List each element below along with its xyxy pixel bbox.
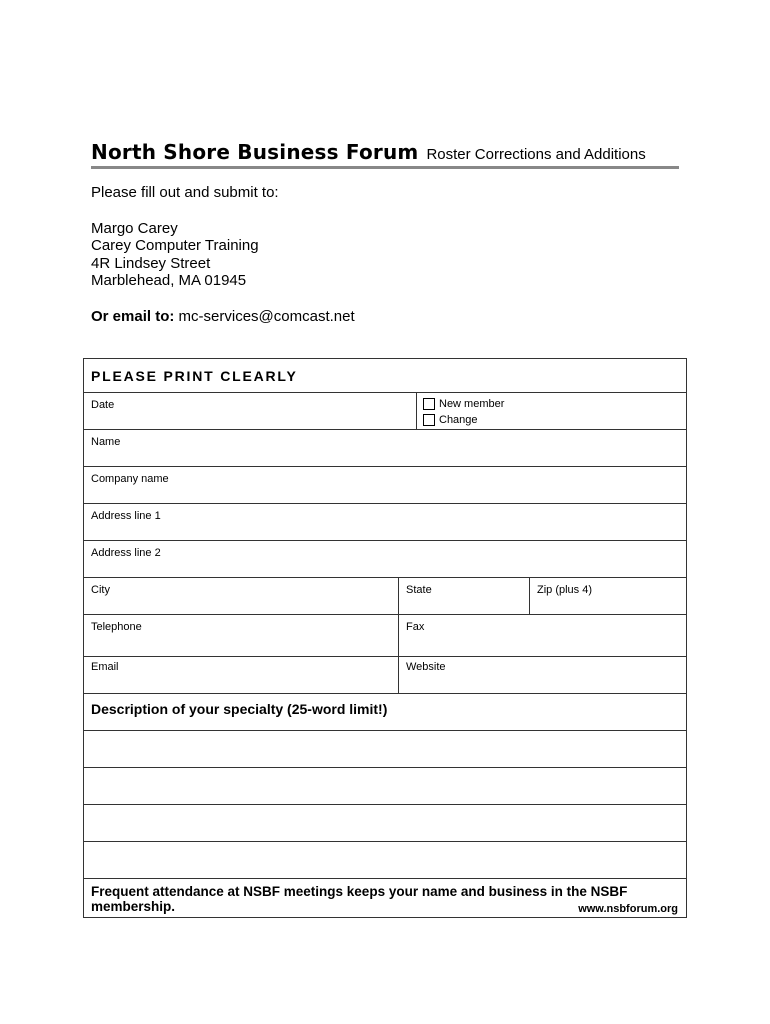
telephone-label: Telephone [91, 621, 142, 633]
new-member-option[interactable] [423, 396, 680, 412]
change-option[interactable] [423, 412, 680, 428]
description-line-2[interactable] [84, 768, 686, 805]
fax-field[interactable] [398, 615, 686, 656]
zip-field[interactable] [529, 578, 686, 614]
name-row [84, 430, 686, 467]
address1-field[interactable] [84, 504, 686, 540]
email-field-label: Email [91, 661, 119, 673]
state-field[interactable] [398, 578, 529, 614]
address-line: Carey Computer Training [91, 237, 259, 254]
address2-field[interactable] [84, 541, 686, 577]
name-field[interactable] [84, 430, 686, 466]
change-label: Change [439, 414, 478, 426]
company-label: Company name [91, 473, 169, 485]
city-label: City [91, 584, 110, 596]
address2-label: Address line 2 [91, 547, 161, 559]
new-member-checkbox[interactable] [423, 398, 435, 410]
state-label: State [406, 584, 432, 596]
city-row [84, 578, 686, 615]
new-member-label: New member [439, 398, 505, 410]
footer [84, 879, 686, 917]
email-address[interactable]: mc-services@comcast.net [178, 307, 355, 325]
fax-label: Fax [406, 621, 425, 633]
date-field[interactable] [84, 393, 416, 429]
email-line [91, 308, 355, 326]
address-line: Marblehead, MA 01945 [91, 272, 247, 289]
description-line-3[interactable] [84, 805, 686, 842]
date-label: Date [91, 399, 115, 411]
city-field[interactable] [84, 578, 398, 614]
address1-row [84, 504, 686, 541]
org-name: North Shore Business Forum [91, 140, 419, 164]
footer-text: Frequent attendance at NSBF meetings keeps your name and business in the NSBF membership. [91, 884, 628, 914]
membership-type [416, 393, 686, 429]
footer-url[interactable]: www.nsbforum.org [578, 903, 678, 915]
submission-instructions [91, 184, 355, 325]
title-line [91, 140, 679, 169]
roster-form [83, 358, 687, 918]
form-header [91, 140, 679, 169]
description-line-4[interactable] [84, 842, 686, 879]
phone-row [84, 615, 686, 657]
address-line: Margo Carey [91, 219, 178, 237]
description-heading-row [84, 694, 686, 731]
company-field[interactable] [84, 467, 686, 503]
change-checkbox[interactable] [423, 414, 435, 426]
instruction-text: Please fill out and submit to: [91, 184, 279, 201]
address-line: 4R Lindsey Street [91, 254, 211, 272]
form-heading-row [84, 359, 686, 393]
zip-label: Zip (plus 4) [537, 584, 593, 596]
description-line-1[interactable] [84, 731, 686, 768]
website-field[interactable] [398, 657, 686, 693]
footer-row [84, 879, 686, 917]
website-label: Website [406, 661, 446, 673]
description-heading: Description of your specialty (25-word limit!) [91, 701, 388, 717]
address2-row [84, 541, 686, 578]
email-field[interactable] [84, 657, 398, 693]
telephone-field[interactable] [84, 615, 398, 656]
address1-label: Address line 1 [91, 510, 161, 522]
print-clearly-heading: PLEASE PRINT CLEARLY [91, 368, 298, 384]
email-row [84, 657, 686, 694]
company-row [84, 467, 686, 504]
date-row [84, 393, 686, 430]
name-label: Name [91, 436, 121, 448]
form-subtitle: Roster Corrections and Additions [426, 146, 646, 163]
email-label: Or email to: [91, 307, 175, 325]
